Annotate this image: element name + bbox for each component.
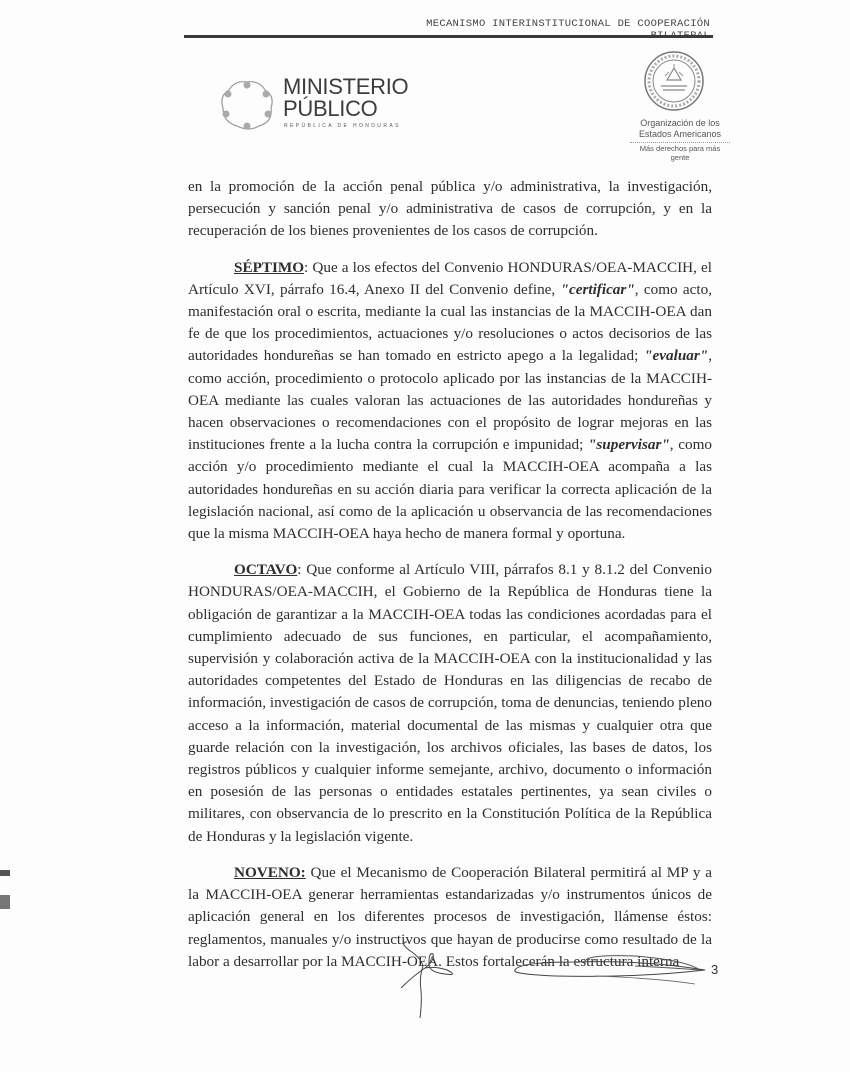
header-rule [184, 35, 713, 38]
oea-name [630, 118, 730, 140]
separator: : [297, 561, 307, 579]
publico-line: PÚBLICO [283, 96, 378, 121]
ministerio-line: MINISTERIO [283, 74, 409, 99]
running-header-title: MECANISMO INTERINSTITUCIONAL DE COOPERACIÓN [426, 18, 710, 30]
signatures [395, 940, 725, 1020]
septimo-text: , como acción, procedimiento o protocolo aplicado por las instancias de la MACCIH-OEA mediante las cuales valoran las actuaciones de las autoridades hondureñas y hacen observaciones o recomendaciones con el propósito de lograr mejoras en las instituciones frente a la lucha contra la corrupción e impunidad; [188, 347, 712, 454]
noveno-heading: NOVENO: [234, 863, 306, 881]
octavo-heading: OCTAVO [234, 561, 298, 579]
septimo-heading: SÉPTIMO [234, 258, 305, 276]
noveno-text: Que el Mecanismo de Cooperación Bilateral permitirá al MP y a la MACCIH-OEA generar herramientas estandarizadas y/o instrumentos únicos de aplicación general en los diferentes procesos de investigación, llámense éstos: reglamentos, manuales y/o instructivos que hayan de producirse como resultado de la labor a desarrollar por la MACCIH-OEA. Estos fortalecerán la estructura interna [188, 863, 712, 970]
octavo-text: Que conforme al Artículo VIII, párrafos 8.1 y 8.1.2 del Convenio HONDURAS/OEA-MACCIH, el Gobierno de la República de Honduras tiene la obligación de garantizar a la MACCIH-OEA todas las condiciones acordadas para el cumplimiento adecuado de sus funciones, en particular, el acompañamiento, supervisión y colaboración activa de la MACCIH-OEA con la institucionalidad y las autoridades competentes del Estado de Honduras en las diligencias de recabo de información, investigación de casos de corrupción, toma de denuncias, teniendo pleno acceso a la información, material documental de las mismas y cualquier otra que guarde relación con la investigación, los archivos oficiales, las bases de datos, los registros públicos y cualquier informe semejante, archivo, documento o información en posesión de las personas o entidades estatales pertinentes, ya sean civiles o militares, con observancia de lo prescrito en la Constitución Política de la República de Honduras y la legislación vigente. [188, 561, 712, 845]
octavo-paragraph [188, 559, 712, 848]
document-body [188, 176, 712, 987]
page-number: 3 [711, 962, 719, 977]
oea-name-line1: Organización de los [640, 118, 720, 128]
septimo-paragraph [188, 257, 712, 546]
term-evaluar: "evaluar" [644, 347, 709, 365]
separator: : [304, 258, 313, 276]
septimo-text: , como acto, manifestación oral o escrita, mediante la cual las instancias de la MACCIH-OEA dan fe de que los procedimientos, actuaciones y/o resoluciones o actos decisorios de las autoridades hondureñas se han tomado en estricto apego a la legalidad; [188, 280, 712, 365]
signature-right-icon [515, 956, 705, 984]
oea-logo [630, 50, 740, 160]
term-certificar: "certificar" [560, 280, 635, 298]
scan-artifact [0, 870, 10, 876]
ministerio-publico-emblem-icon [217, 78, 277, 132]
ministerio-subtitle: REPÚBLICA DE HONDURAS [284, 123, 401, 129]
term-supervisar: "supervisar" [587, 436, 670, 454]
scan-artifact [0, 895, 10, 909]
ministerio-publico-name [283, 76, 408, 120]
ministerio-publico-logo [217, 76, 437, 136]
oea-motto: Más derechos para más gente [630, 142, 730, 162]
oea-name-line2: Estados Americanos [638, 129, 722, 139]
signature-left-icon [401, 942, 453, 1018]
septimo-text: Que a los efectos del Convenio HONDURAS/OEA-MACCIH, el Artículo XVI, párrafo 16.4, Anexo II del Convenio define, [188, 258, 712, 298]
intro-paragraph: en la promoción de la acción penal pública y/o administrativa, la investigación, persecución y sanción penal y/o administrativa de casos de corrupción, y en la recuperación de los bienes provenientes de los casos de corrupción. [188, 178, 712, 240]
oea-seal-icon [643, 50, 705, 112]
septimo-text: , como acción y/o procedimiento mediante el cual la MACCIH-OEA acompaña a las autoridades hondureñas en su acción diaria para verificar la correcta aplicación de la legislación nacional, así como de la aplicación u observancia de las recomendaciones que la misma MACCIH-OEA haya hecho de manera formal y oportuna. [188, 436, 712, 543]
